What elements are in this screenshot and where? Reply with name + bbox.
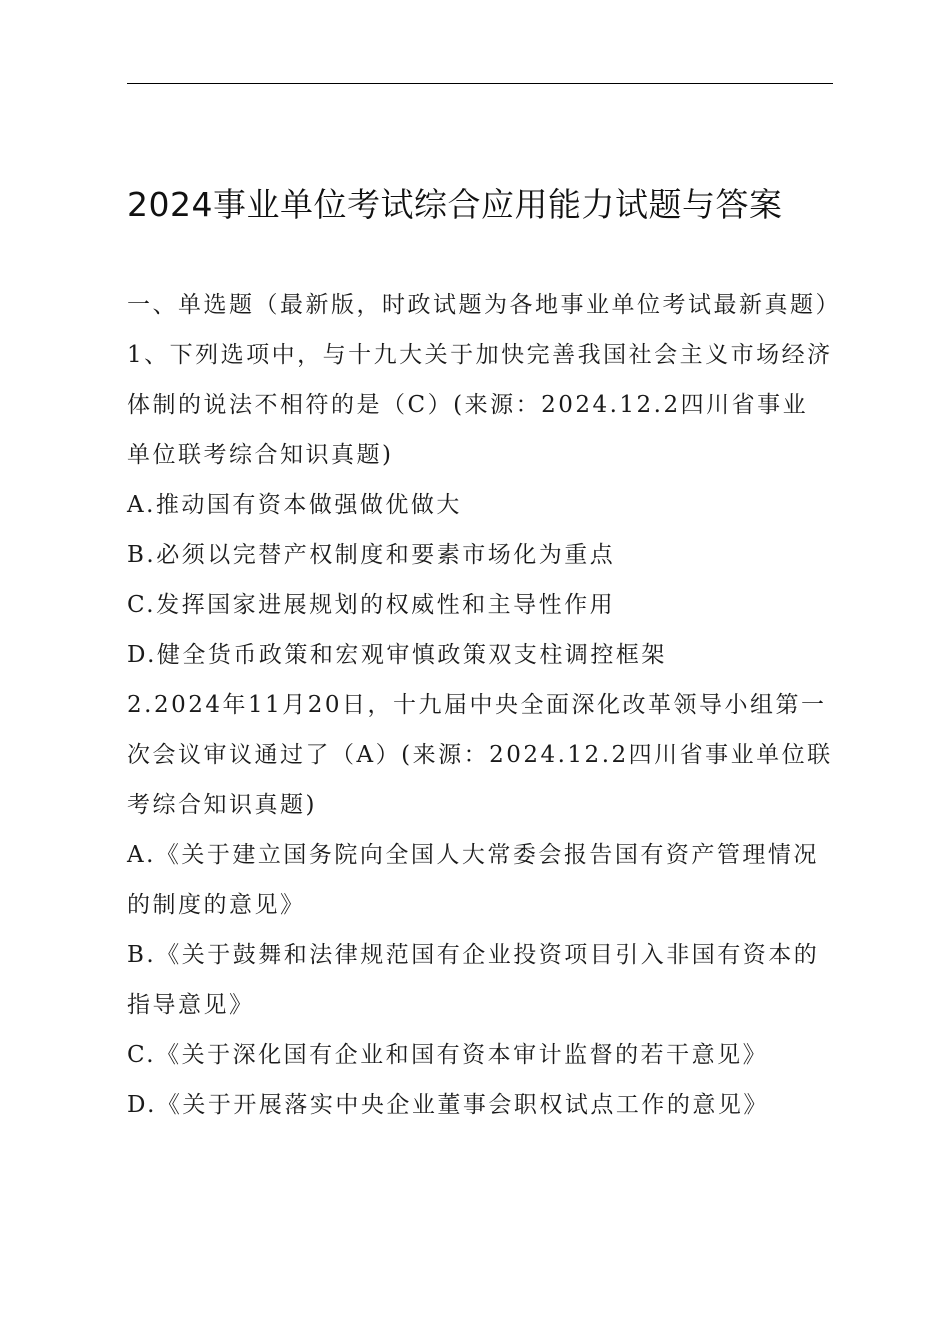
question-2-option-c: C.《关于深化国有企业和国有资本审计监督的若干意见》 xyxy=(127,1042,769,1068)
question-1-stem: 1、下列选项中，与十九大关于加快完善我国社会主义市场经济体制的说法不相符的是（C）(来源：2024.12.2四川省事业单位联考综合知识真题) xyxy=(127,342,833,468)
question-1-option-c: C.发挥国家进展规划的权威性和主导性作用 xyxy=(127,592,616,618)
question-2-stem: 2.2024年11月20日，十九届中央全面深化改革领导小组第一次会议审议通过了（A）(来源：2024.12.2四川省事业单位联考综合知识真题) xyxy=(127,692,833,818)
question-2-option-d: D.《关于开展落实中央企业董事会职权试点工作的意见》 xyxy=(127,1092,769,1118)
section-heading: 一、单选题（最新版，时政试题为各地事业单位考试最新真题） xyxy=(127,292,841,318)
document-title: 2024事业单位考试综合应用能力试题与答案 xyxy=(127,185,783,224)
question-2-option-a: A.《关于建立国务院向全国人大常委会报告国有资产管理情况的制度的意见》 xyxy=(127,842,819,918)
question-1-option-a: A.推动国有资本做强做优做大 xyxy=(127,492,462,518)
header-rule xyxy=(127,83,833,84)
document-body xyxy=(127,280,841,1130)
question-1-option-b: B.必须以完替产权制度和要素市场化为重点 xyxy=(127,542,616,568)
question-1-option-d: D.健全货币政策和宏观审慎政策双支柱调控框架 xyxy=(127,642,667,668)
question-2-option-b: B.《关于鼓舞和法律规范国有企业投资项目引入非国有资本的指导意见》 xyxy=(127,942,820,1018)
